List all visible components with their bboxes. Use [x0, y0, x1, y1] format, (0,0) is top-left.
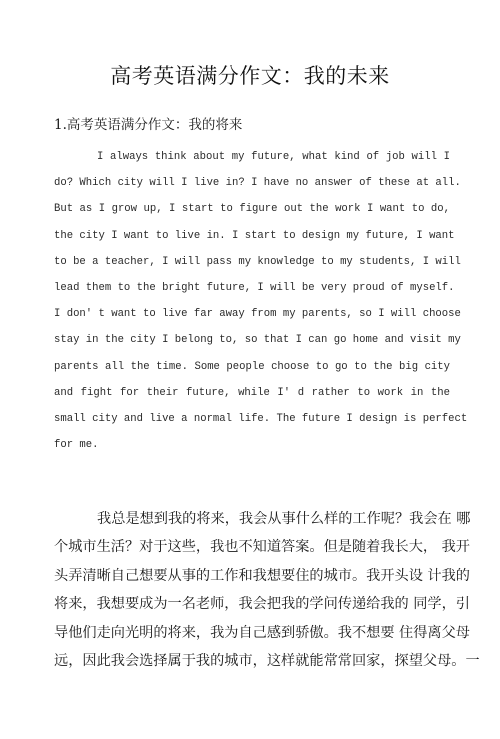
english-line: for me.	[54, 439, 99, 452]
english-line: the city I want to live in. I start to design my future, I want	[54, 229, 455, 242]
english-line: I always think about my future, what kind of job will I	[97, 151, 450, 163]
chinese-line: 远，因此我会选择属于我的城市，这样就能常常回家，探望父母。一	[54, 652, 480, 669]
chinese-line: 将来，我想要成为一名老师，我会把我的学问传递给我的 同学，引	[54, 596, 470, 613]
english-line: and fight for their future, while I' d rather to work in the	[54, 386, 450, 399]
chinese-line: 导他们走向光明的将来，我为自己感到骄傲。我不想要 住得离父母	[54, 624, 470, 641]
english-line: small city and live a normal life. The future I design is perfect	[54, 412, 468, 425]
document-title: 高考英语满分作文：我的未来	[110, 64, 390, 88]
english-line: parents all the time. Some people choose to go to the big city	[54, 360, 450, 373]
chinese-line: 个城市生活？对于这些，我也不知道答案。但是随着我长大， 我开	[54, 539, 470, 556]
chinese-line: 头弄清晰自己想要从事的工作和我想要住的城市。我开头设 计我的	[54, 567, 470, 584]
english-line: But as I grow up, I start to figure out the work I want to do,	[54, 203, 450, 216]
english-line: do? Which city will I live in? I have no answer of these at all.	[54, 177, 461, 190]
english-line: to be a teacher, I will pass my knowledge to my students, I will	[54, 255, 461, 268]
english-line: I don' t want to live far away from my parents, so I will choose	[54, 308, 461, 321]
english-line: stay in the city I belong to, so that I can go home and visit my	[54, 334, 461, 347]
section-heading: 1.高考英语满分作文：我的将来	[54, 117, 243, 133]
english-paragraph	[54, 144, 468, 458]
chinese-line: 我总是想到我的将来，我会从事什么样的工作呢？我会在 哪	[97, 511, 471, 527]
english-line: lead them to the bright future, I will be very proud of myself.	[54, 281, 455, 294]
chinese-paragraph	[54, 505, 480, 675]
